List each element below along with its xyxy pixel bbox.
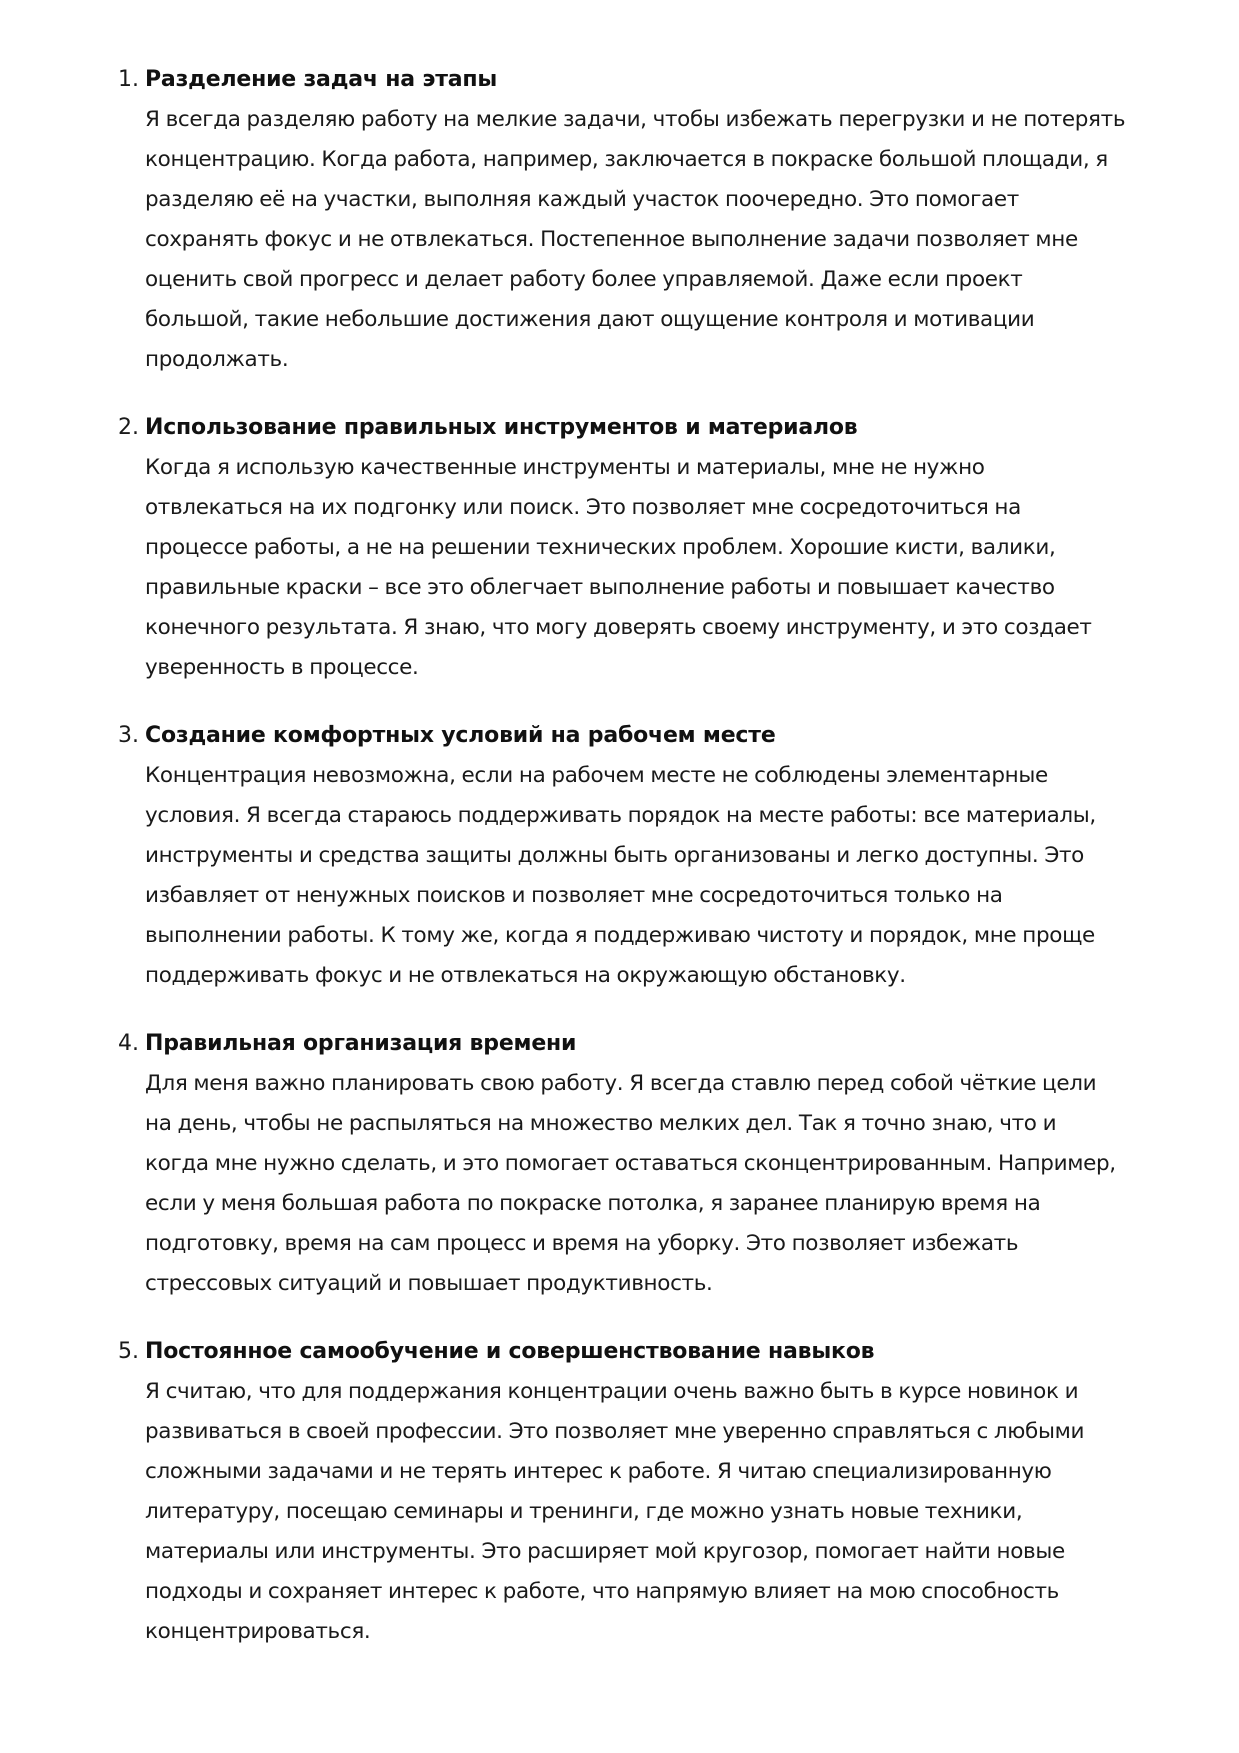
item-number: 2. [118, 415, 139, 440]
list-item [118, 60, 1158, 380]
item-title: Использование правильных инструментов и материалов [145, 415, 858, 440]
item-number: 5. [118, 1339, 139, 1364]
body-line: разделяю её на участки, выполняя каждый участок поочередно. Это помогает [145, 187, 1019, 212]
body-line: инструменты и средства защиты должны быть организованы и легко доступны. Это [145, 843, 1084, 868]
body-line: развиваться в своей профессии. Это позволяет мне уверенно справляться с любыми [145, 1419, 1085, 1444]
body-line: стрессовых ситуаций и повышает продуктивность. [145, 1271, 713, 1296]
body-line: сохранять фокус и не отвлекаться. Постепенное выполнение задачи позволяет мне [145, 227, 1078, 252]
item-title: Разделение задач на этапы [145, 67, 498, 92]
body-line: конечного результата. Я знаю, что могу доверять своему инструменту, и это создает [145, 615, 1092, 640]
body-line: уверенность в процессе. [145, 655, 419, 680]
body-line: подготовку, время на сам процесс и время на уборку. Это позволяет избежать [145, 1231, 1019, 1256]
body-line: оценить свой прогресс и делает работу более управляемой. Даже если проект [145, 267, 1023, 292]
body-line: Для меня важно планировать свою работу. Я всегда ставлю перед собой чёткие цели [145, 1071, 1097, 1096]
body-line: концентрироваться. [145, 1619, 371, 1644]
item-title: Правильная организация времени [145, 1031, 577, 1056]
body-line: отвлекаться на их подгонку или поиск. Это позволяет мне сосредоточиться на [145, 495, 1021, 520]
body-line: процессе работы, а не на решении технических проблем. Хорошие кисти, валики, [145, 535, 1056, 560]
body-line: Я считаю, что для поддержания концентрации очень важно быть в курсе новинок и [145, 1379, 1079, 1404]
item-number: 1. [118, 67, 139, 92]
body-line: подходы и сохраняет интерес к работе, что напрямую влияет на мою способность [145, 1579, 1059, 1604]
body-line: избавляет от ненужных поисков и позволяет мне сосредоточиться только на [145, 883, 1003, 908]
item-number: 4. [118, 1031, 139, 1056]
item-body [145, 1372, 1158, 1652]
list-item [118, 1332, 1158, 1652]
body-line: сложными задачами и не терять интерес к работе. Я читаю специализированную [145, 1459, 1052, 1484]
body-line: литературу, посещаю семинары и тренинги, где можно узнать новые техники, [145, 1499, 1023, 1524]
item-body [145, 1064, 1158, 1304]
body-line: Концентрация невозможна, если на рабочем месте не соблюдены элементарные [145, 763, 1048, 788]
body-line: концентрацию. Когда работа, например, заключается в покраске большой площади, я [145, 147, 1108, 172]
body-line: условия. Я всегда стараюсь поддерживать порядок на месте работы: все материалы, [145, 803, 1096, 828]
body-line: поддерживать фокус и не отвлекаться на окружающую обстановку. [145, 963, 906, 988]
list-item [118, 716, 1158, 996]
body-line: материалы или инструменты. Это расширяет мой кругозор, помогает найти новые [145, 1539, 1065, 1564]
document-page [118, 60, 1158, 1680]
body-line: Я всегда разделяю работу на мелкие задачи, чтобы избежать перегрузки и не потерять [145, 107, 1126, 132]
body-line: Когда я использую качественные инструменты и материалы, мне не нужно [145, 455, 985, 480]
item-body [145, 756, 1158, 996]
list-item [118, 408, 1158, 688]
body-line: на день, чтобы не распыляться на множество мелких дел. Так я точно знаю, что и [145, 1111, 1057, 1136]
item-title: Постоянное самообучение и совершенствование навыков [145, 1339, 875, 1364]
item-title: Создание комфортных условий на рабочем месте [145, 723, 776, 748]
item-body [145, 100, 1158, 380]
item-body [145, 448, 1158, 688]
body-line: продолжать. [145, 347, 289, 372]
body-line: выполнении работы. К тому же, когда я поддерживаю чистоту и порядок, мне проще [145, 923, 1095, 948]
body-line: если у меня большая работа по покраске потолка, я заранее планирую время на [145, 1191, 1041, 1216]
body-line: правильные краски – все это облегчает выполнение работы и повышает качество [145, 575, 1055, 600]
body-line: когда мне нужно сделать, и это помогает оставаться сконцентрированным. Например, [145, 1151, 1116, 1176]
item-number: 3. [118, 723, 139, 748]
body-line: большой, такие небольшие достижения дают ощущение контроля и мотивации [145, 307, 1035, 332]
list-item [118, 1024, 1158, 1304]
